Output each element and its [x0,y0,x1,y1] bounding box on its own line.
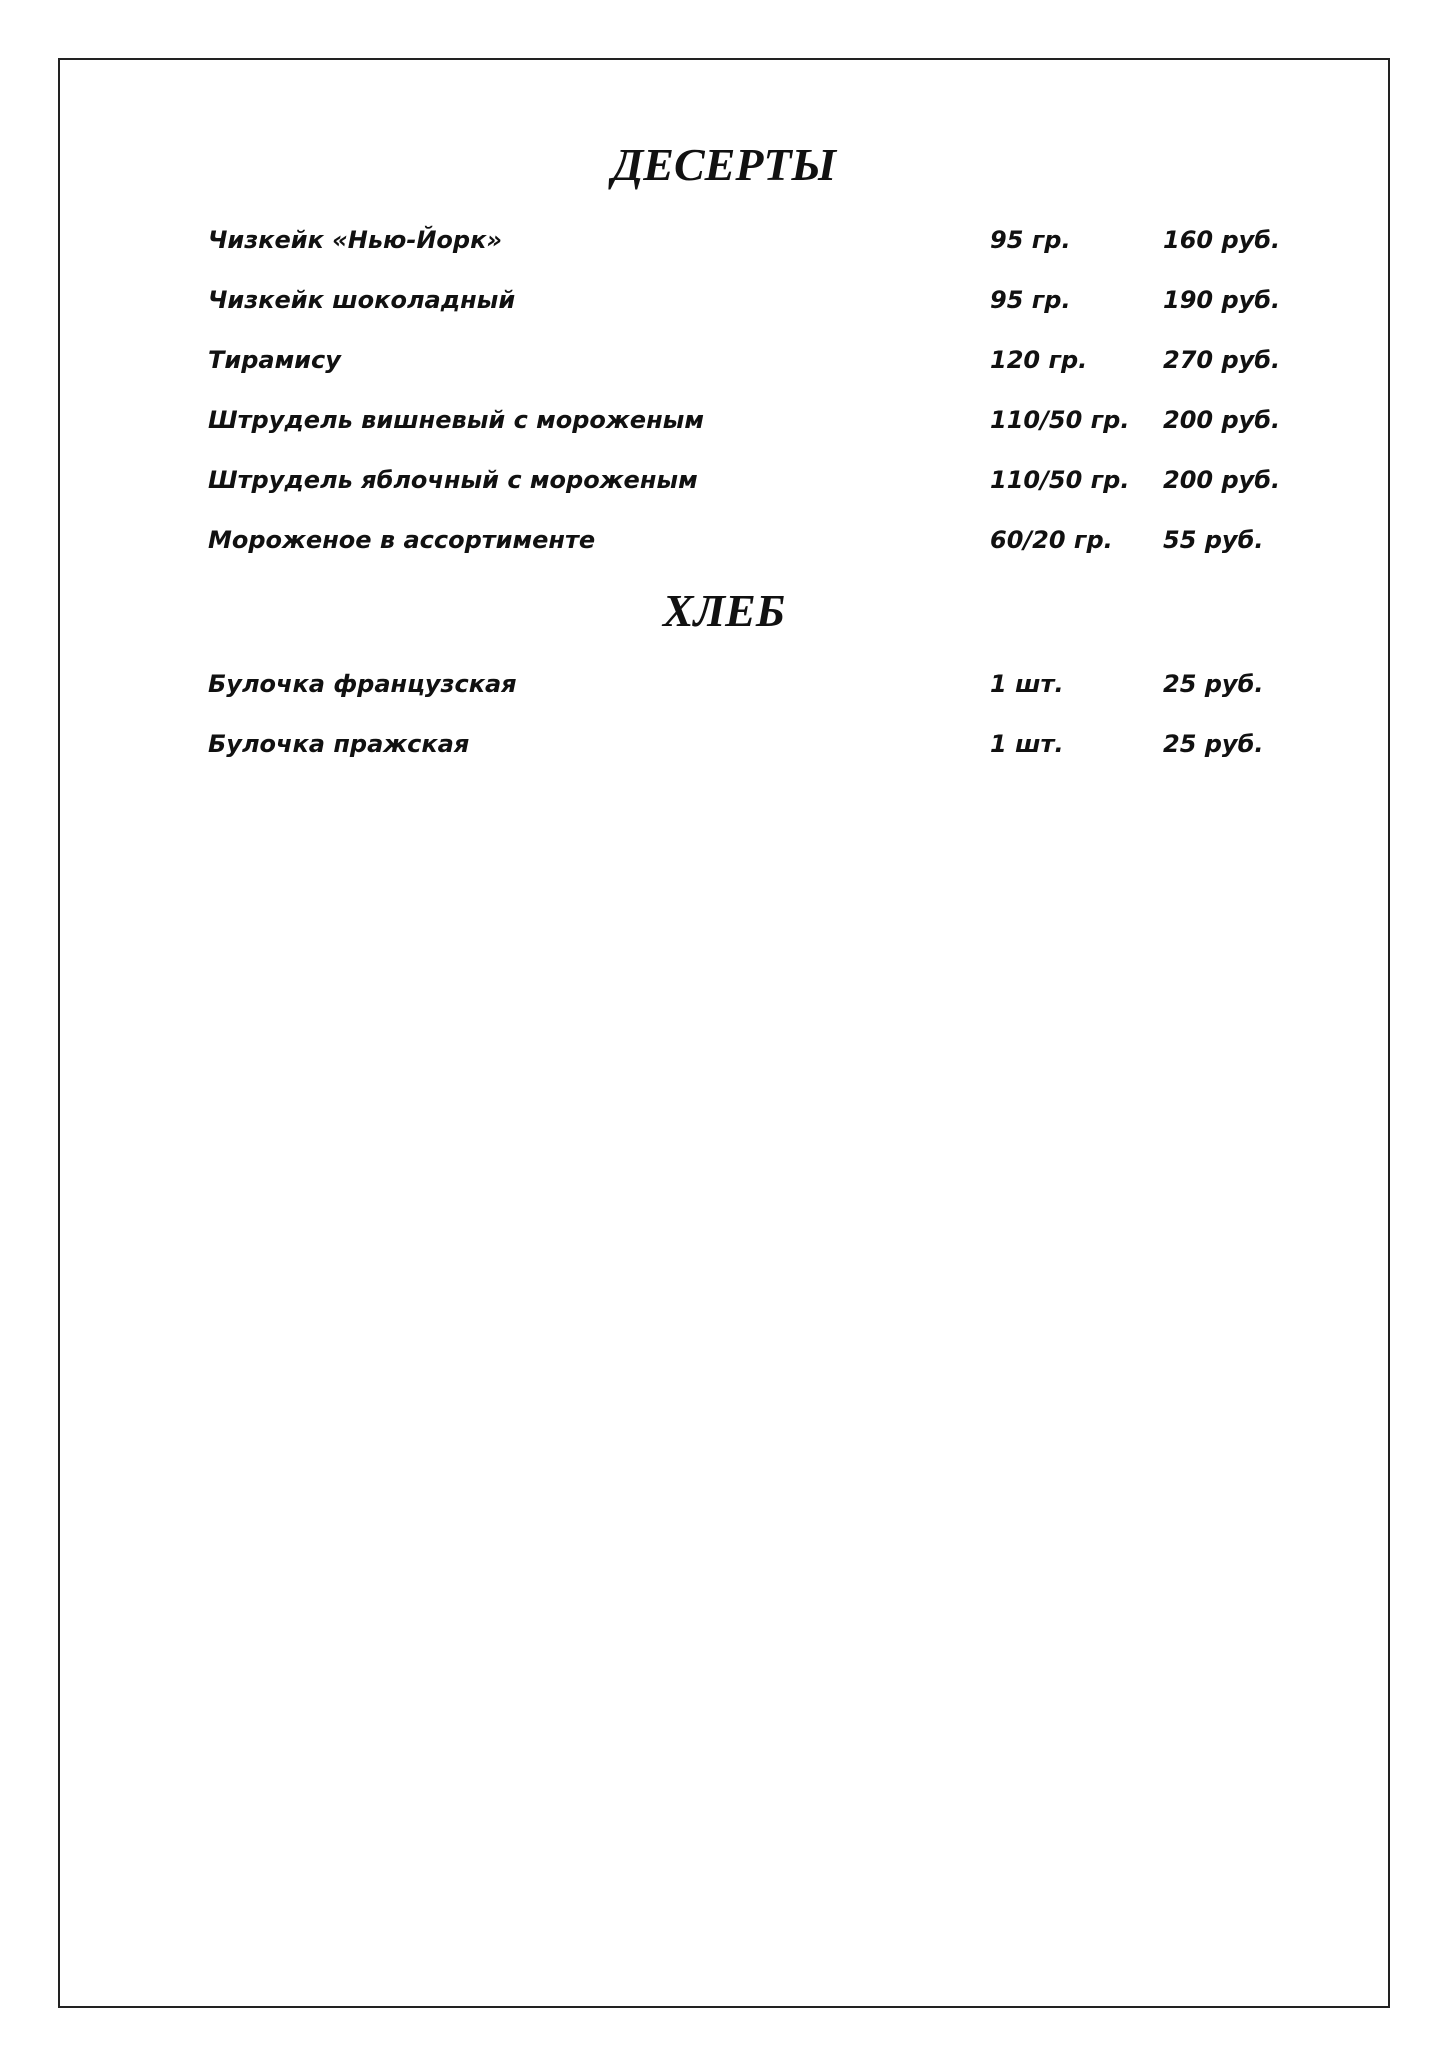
menu-item [0,668,1448,700]
item-name: Чизкейк шоколадный [208,286,516,314]
item-name: Булочка пражская [208,730,470,758]
item-name: Булочка французская [208,670,517,698]
item-price: 160 руб. [1163,226,1281,254]
item-price: 25 руб. [1163,670,1264,698]
item-name: Чизкейк «Нью-Йорк» [208,226,502,254]
menu-item [0,524,1448,556]
item-name: Штрудель яблочный с мороженым [208,466,698,494]
item-weight: 95 гр. [990,286,1071,314]
item-price: 55 руб. [1163,526,1264,554]
menu-item [0,728,1448,760]
item-weight: 60/20 гр. [990,526,1113,554]
menu-item [0,404,1448,436]
section-title-desserts: ДЕСЕРТЫ [611,139,837,190]
item-weight: 95 гр. [990,226,1071,254]
item-weight: 110/50 гр. [990,406,1130,434]
item-weight: 110/50 гр. [990,466,1130,494]
menu-item [0,464,1448,496]
item-weight: 1 шт. [990,670,1064,698]
item-price: 190 руб. [1163,286,1281,314]
menu-item [0,284,1448,316]
item-price: 200 руб. [1163,406,1281,434]
item-name: Мороженое в ассортименте [208,526,596,554]
item-price: 200 руб. [1163,466,1281,494]
item-name: Тирамису [208,346,341,374]
item-weight: 120 гр. [990,346,1088,374]
item-name: Штрудель вишневый с мороженым [208,406,704,434]
menu-item [0,344,1448,376]
menu-item [0,224,1448,256]
section-title-bread: ХЛЕБ [662,585,786,636]
item-price: 270 руб. [1163,346,1281,374]
item-weight: 1 шт. [990,730,1064,758]
item-price: 25 руб. [1163,730,1264,758]
